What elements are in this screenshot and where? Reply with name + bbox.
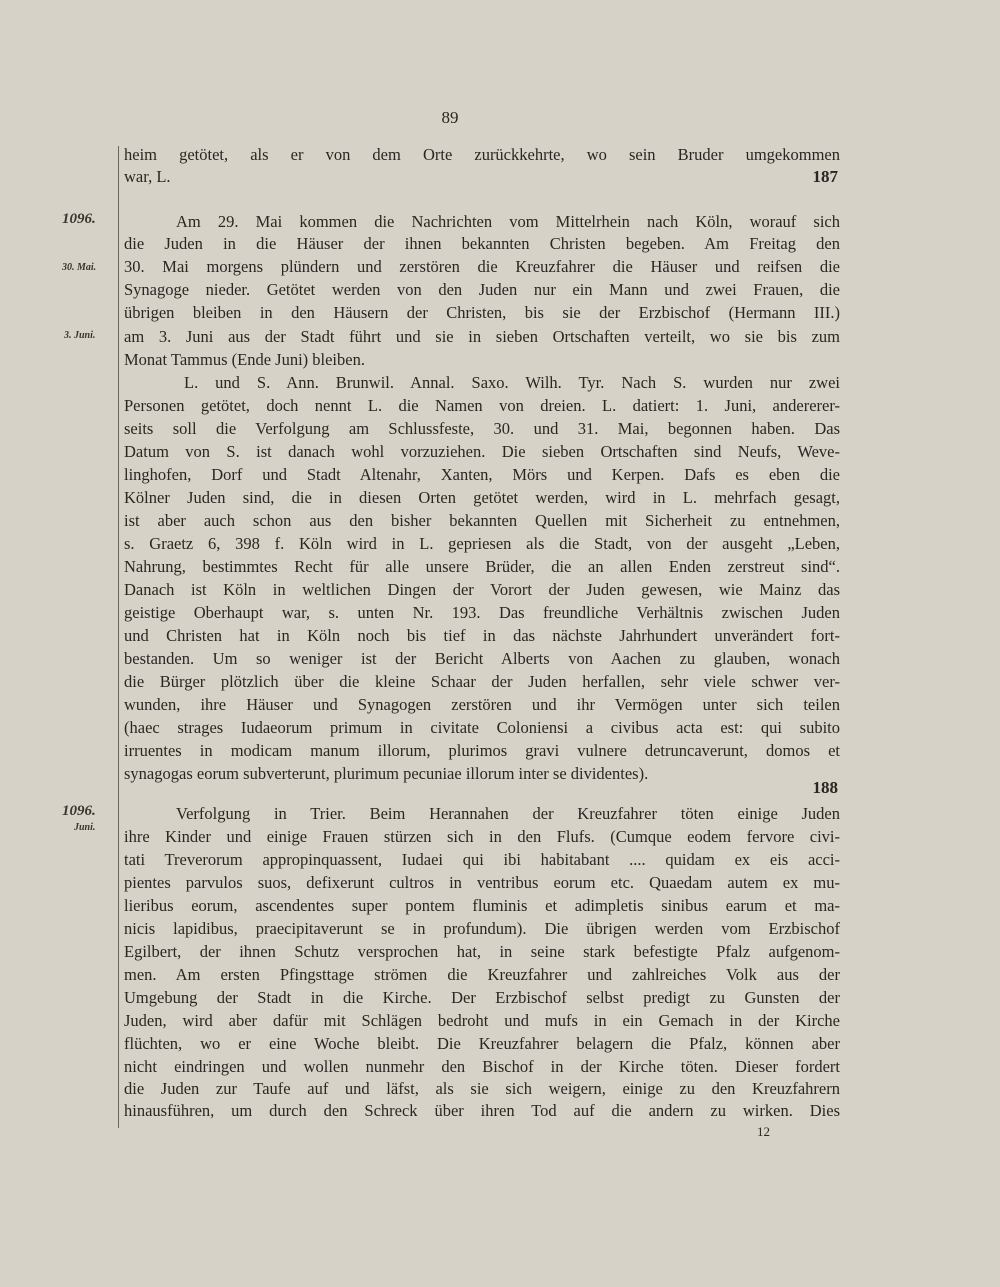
entry-number: 187 bbox=[812, 167, 838, 186]
text-line: tati Treverorum appropinquassent, Iudaei qui ibi habitabant .... quidam ex eis acci- bbox=[124, 850, 840, 869]
margin-date: 3. Juni. bbox=[64, 330, 96, 341]
margin-year: 1096. bbox=[62, 803, 96, 819]
text-line: Danach ist Köln in weltlichen Dingen der Vorort der Juden gewesen, wie Mainz das bbox=[124, 580, 840, 599]
text-line: Monat Tammus (Ende Juni) bleiben. bbox=[124, 350, 365, 369]
text-line: die Bürger plötzlich über die kleine Schaar der Juden herfallen, sehr viele schwer ver- bbox=[124, 672, 840, 691]
text-line: seits soll die Verfolgung am Schlussfeste, 30. und 31. Mai, begonnen haben. Das bbox=[124, 419, 840, 438]
text-line: Umgebung der Stadt in die Kirche. Der Erzbischof selbst predigt zu Gunsten der bbox=[124, 988, 840, 1007]
margin-date: 30. Mai. bbox=[62, 262, 97, 273]
text-line: linghofen, Dorf und Stadt Altenahr, Xanten, Mörs und Kerpen. Dafs es eben die bbox=[124, 465, 840, 484]
text-line: wunden, ihre Häuser und Synagogen zerstören und ihr Vermögen unter sich teilen bbox=[124, 695, 840, 714]
entry-number: 188 bbox=[812, 778, 838, 797]
text-line: die Juden zur Taufe auf und läfst, als sie sich weigern, einige zu den Kreuzfahrern bbox=[124, 1079, 840, 1098]
text-line: Datum von S. ist danach wohl vorzuziehen. Die sieben Ortschaften sind Neufs, Weve- bbox=[124, 442, 840, 461]
text-line: hinausführen, um durch den Schreck über ihren Tod auf die andern zu wirken. Dies bbox=[124, 1101, 840, 1120]
text-line: pientes parvulos suos, defixerunt cultros in ventribus eorum etc. Quaedam autem ex mu- bbox=[124, 873, 840, 892]
text-line: die Juden in die Häuser der ihnen bekannten Christen begeben. Am Freitag den bbox=[124, 234, 840, 253]
text-line: Juden, wird aber dafür mit Schlägen bedroht und mufs in ein Gemach in der Kirche bbox=[124, 1011, 840, 1030]
text-line: Nahrung, bestimmtes Recht für alle unsere Brüder, die an allen Enden zerstreut sind“. bbox=[124, 557, 840, 576]
text-line: lieribus eorum, ascendentes super pontem fluminis et adimpletis sinibus earum et ma- bbox=[124, 896, 840, 915]
text-line: (haec strages Iudaeorum primum in civitate Coloniensi a civibus acta est: qui subito bbox=[124, 718, 840, 737]
text-line: Am 29. Mai kommen die Nachrichten vom Mittelrhein nach Köln, worauf sich bbox=[176, 212, 840, 231]
text-line: L. und S. Ann. Brunwil. Annal. Saxo. Wilh. Tyr. Nach S. wurden nur zwei bbox=[184, 373, 840, 392]
text-line: flüchten, wo er eine Woche bleibt. Die Kreuzfahrer belagern die Pfalz, können aber bbox=[124, 1034, 840, 1053]
text-line: am 3. Juni aus der Stadt führt und sie in sieben Ortschaften verteilt, wo sie bis zum bbox=[124, 327, 840, 346]
signature-mark: 12 bbox=[757, 1124, 770, 1139]
text-line: Kölner Juden sind, die in diesen Orten getötet werden, wird in L. mehrfach gesagt, bbox=[124, 488, 840, 507]
text-line: und Christen hat in Köln noch bis tief in das nächste Jahrhundert unverändert fort- bbox=[124, 626, 840, 645]
text-line: war, L. bbox=[124, 167, 171, 186]
text-line: s. Graetz 6, 398 f. Köln wird in L. gepriesen als die Stadt, von der ausgeht „Leben, bbox=[124, 534, 840, 553]
margin-date: Juni. bbox=[74, 822, 96, 833]
text-line: synagogas eorum subverterunt, plurimum pecuniae illorum inter se dividentes). bbox=[124, 764, 649, 783]
text-line: bestanden. Um so weniger ist der Bericht Alberts von Aachen zu glauben, wonach bbox=[124, 649, 840, 668]
text-line: Personen getötet, doch nennt L. die Namen von dreien. L. datiert: 1. Juni, andererer- bbox=[124, 396, 840, 415]
margin-year: 1096. bbox=[62, 211, 96, 227]
text-line: Egilbert, der ihnen Schutz versprochen hat, in seine stark befestigte Pfalz aufgenom- bbox=[124, 942, 840, 961]
text-line: nicis lapidibus, praecipitaverunt se in profundum). Die übrigen werden vom Erzbischof bbox=[124, 919, 840, 938]
text-line: irruentes in modicam manum illorum, plurimos gravi vulnere detruncaverunt, domos et bbox=[124, 741, 840, 760]
text-line: ihre Kinder und einige Frauen stürzen sich in den Flufs. (Cumque eodem fervore civi- bbox=[124, 827, 840, 846]
text-line: geistige Oberhaupt war, s. unten Nr. 193. Das freundliche Verhältnis zwischen Juden bbox=[124, 603, 840, 622]
text-line: nicht eindringen und wollen nunmehr den Bischof in der Kirche töten. Dieser fordert bbox=[124, 1057, 840, 1076]
text-line: Verfolgung in Trier. Beim Herannahen der Kreuzfahrer töten einige Juden bbox=[176, 804, 840, 823]
text-line: Synagoge nieder. Getötet werden von den Juden nur ein Mann und zwei Frauen, die bbox=[124, 280, 840, 299]
text-line: übrigen bleiben in den Häusern der Christen, bis sie der Erzbischof (Hermann III.) bbox=[124, 303, 840, 322]
text-line: 30. Mai morgens plündern und zerstören die Kreuzfahrer die Häuser und reifsen die bbox=[124, 257, 840, 276]
margin-rule bbox=[118, 146, 119, 1128]
page-number: 89 bbox=[441, 108, 459, 127]
text-line: heim getötet, als er von dem Orte zurückkehrte, wo sein Bruder umgekommen bbox=[124, 145, 840, 164]
text-line: ist aber auch schon aus den bisher bekannten Quellen mit Sicherheit zu entnehmen, bbox=[124, 511, 840, 530]
text-line: men. Am ersten Pfingsttage strömen die Kreuzfahrer und zahlreiches Volk aus der bbox=[124, 965, 840, 984]
